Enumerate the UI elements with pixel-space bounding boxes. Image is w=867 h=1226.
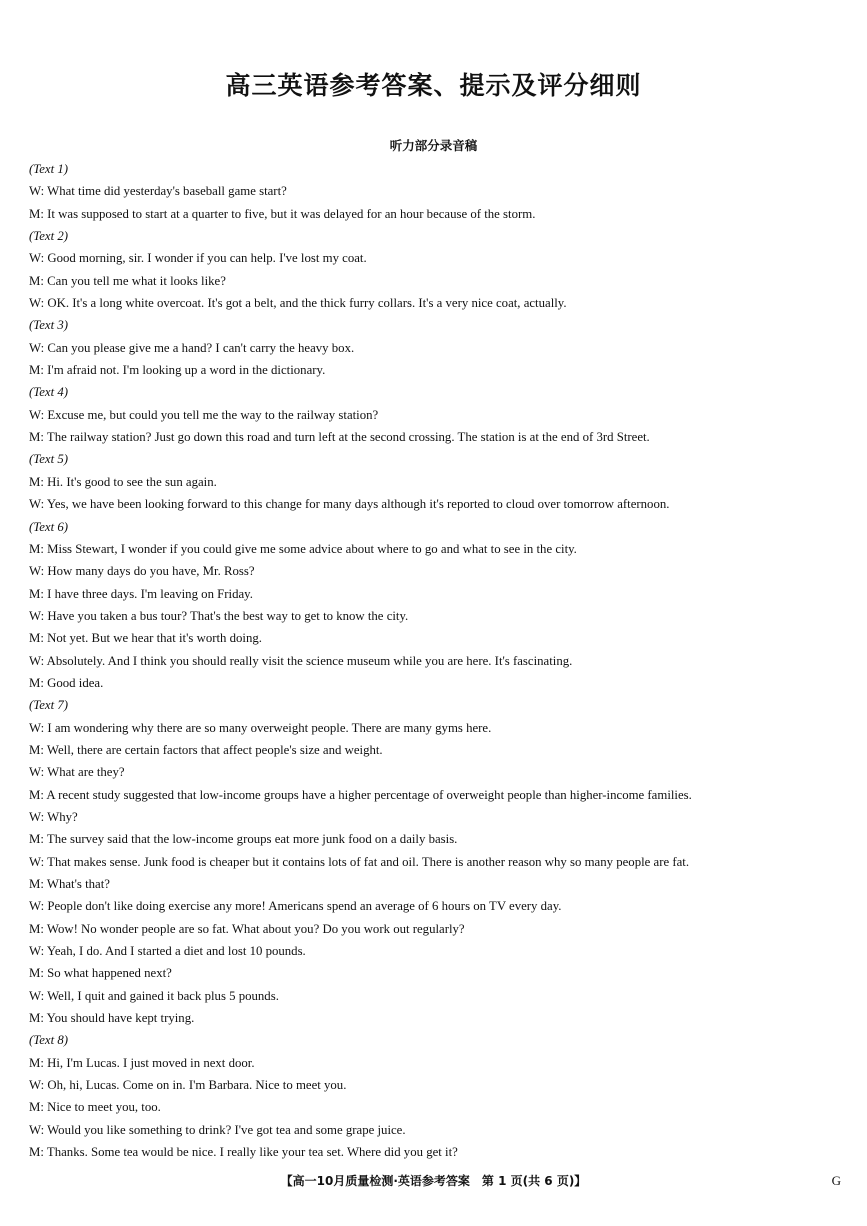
text-section-label — [29, 314, 861, 336]
dialogue-text: M: Hi. It's good to see the sun again. — [29, 474, 217, 489]
dialogue-line — [29, 270, 861, 292]
dialogue-text: M: It was supposed to start at a quarter to five, but it was delayed for an hour because of the storm. — [29, 206, 536, 221]
dialogue-line — [29, 180, 861, 202]
dialogue-line — [29, 426, 861, 448]
dialogue-text: W: Good morning, sir. I wonder if you can help. I've lost my coat. — [29, 251, 367, 266]
text-section-label — [29, 225, 861, 247]
dialogue-text: W: Why? — [29, 809, 78, 824]
dialogue-line — [29, 605, 861, 627]
dialogue-text: W: Have you taken a bus tour? That's the best way to get to know the city. — [29, 608, 409, 623]
dialogue-text: W: That makes sense. Junk food is cheaper but it contains lots of fat and oil. There is another reason why so many people are fat. — [29, 854, 690, 869]
dialogue-line — [29, 247, 861, 269]
dialogue-text: M: A recent study suggested that low-income groups have a higher percentage of overweight people than higher-income families. — [29, 787, 692, 802]
text-section-label — [29, 381, 861, 403]
dialogue-text: W: Would you like something to drink? I've got tea and some grape juice. — [29, 1122, 406, 1137]
section-heading: 听力部分录音稿 — [389, 138, 478, 153]
dialogue-text: M: Nice to meet you, too. — [29, 1100, 161, 1115]
dialogue-line — [29, 471, 861, 493]
dialogue-line — [29, 650, 861, 672]
text-section-label — [29, 448, 861, 470]
dialogue-line — [29, 583, 861, 605]
text-label-content: (Text 2) — [29, 229, 68, 244]
dialogue-text: W: People don't like doing exercise any more! Americans spend an average of 6 hours on TV every day. — [29, 899, 562, 914]
dialogue-line — [29, 1119, 861, 1141]
dialogue-text: M: Good idea. — [29, 675, 104, 690]
text-section-label — [29, 516, 861, 538]
dialogue-text: M: Hi, I'm Lucas. I just moved in next door. — [29, 1055, 255, 1070]
dialogue-text: W: Yeah, I do. And I started a diet and lost 10 pounds. — [29, 944, 306, 959]
dialogue-line — [29, 493, 861, 515]
dialogue-text: M: You should have kept trying. — [29, 1011, 195, 1026]
dialogue-text: M: So what happened next? — [29, 966, 172, 981]
dialogue-line — [29, 1141, 861, 1163]
dialogue-line — [29, 918, 861, 940]
dialogue-text: M: Can you tell me what it looks like? — [29, 273, 226, 288]
text-label-content: (Text 1) — [29, 162, 68, 176]
text-label-content: (Text 8) — [29, 1033, 68, 1048]
text-section-label — [29, 694, 861, 716]
dialogue-text: M: What's that? — [29, 877, 110, 891]
dialogue-line — [29, 940, 861, 962]
text-label-content: (Text 7) — [29, 698, 68, 713]
dialogue-line — [29, 739, 861, 761]
dialogue-line — [29, 292, 861, 314]
dialogue-line — [29, 873, 861, 895]
dialogue-text: W: OK. It's a long white overcoat. It's got a belt, and the thick furry collars. It's a very nice coat, actually. — [29, 296, 567, 311]
dialogue-text: W: Well, I quit and gained it back plus 5 pounds. — [29, 988, 279, 1003]
dialogue-line — [29, 761, 861, 783]
dialogue-line — [29, 784, 861, 806]
dialogue-text: W: Can you please give me a hand? I can't carry the heavy box. — [29, 340, 355, 355]
text-label-content: (Text 4) — [29, 385, 68, 400]
dialogue-text: W: I am wondering why there are so many overweight people. There are many gyms here. — [29, 720, 492, 735]
dialogue-line — [29, 851, 861, 873]
dialogue-text: M: I'm afraid not. I'm looking up a word in the dictionary. — [29, 363, 326, 378]
dialogue-text: M: I have three days. I'm leaving on Friday. — [29, 586, 253, 601]
text-label-content: (Text 6) — [29, 519, 68, 534]
dialogue-text: M: Not yet. But we hear that it's worth doing. — [29, 631, 262, 646]
dialogue-text: M: The survey said that the low-income groups eat more junk food on a daily basis. — [29, 832, 458, 847]
dialogue-line — [29, 672, 861, 694]
dialogue-line — [29, 538, 861, 560]
dialogue-text: W: Yes, we have been looking forward to this change for many days although it's reported to cloud over tomorrow afternoon. — [29, 497, 670, 512]
dialogue-text: M: Miss Stewart, I wonder if you could give me some advice about where to go and what to see in the city. — [29, 541, 577, 556]
dialogue-line — [29, 560, 861, 582]
text-section-label — [29, 1029, 861, 1051]
dialogue-line — [29, 1096, 861, 1118]
dialogue-text: W: How many days do you have, Mr. Ross? — [29, 564, 255, 579]
dialogue-line — [29, 359, 861, 381]
dialogue-line — [29, 1007, 861, 1029]
text-section-label — [29, 158, 861, 180]
dialogue-line — [29, 404, 861, 426]
dialogue-line — [29, 1074, 861, 1096]
dialogue-line — [29, 895, 861, 917]
dialogue-line — [29, 337, 861, 359]
dialogue-line — [29, 828, 861, 850]
dialogue-text: W: Absolutely. And I think you should really visit the science museum while you are here. It's fascinating. — [29, 653, 573, 668]
text-label-content: (Text 5) — [29, 452, 68, 467]
dialogue-text: M: Well, there are certain factors that affect people's size and weight. — [29, 742, 383, 757]
dialogue-line — [29, 962, 861, 984]
dialogue-text: W: What are they? — [29, 765, 125, 780]
dialogue-line — [29, 627, 861, 649]
version-mark: G — [831, 1173, 841, 1188]
dialogue-text: M: The railway station? Just go down this road and turn left at the second crossing. The station is at the end of 3rd Street. — [29, 430, 650, 445]
document-title: 高三英语参考答案、提示及评分细则 — [225, 71, 642, 100]
page-footer: 【高一10月质量检测·英语参考答案 第 1 页(共 6 页)】 — [280, 1174, 587, 1188]
dialogue-text: W: What time did yesterday's baseball game start? — [29, 184, 287, 199]
dialogue-text: M: Wow! No wonder people are so fat. What about you? Do you work out regularly? — [29, 921, 465, 936]
dialogue-text: W: Oh, hi, Lucas. Come on in. I'm Barbara. Nice to meet you. — [29, 1078, 347, 1093]
dialogue-text: W: Excuse me, but could you tell me the way to the railway station? — [29, 407, 379, 422]
dialogue-line — [29, 717, 861, 739]
transcript-list — [29, 158, 861, 1163]
dialogue-line — [29, 203, 861, 225]
dialogue-line — [29, 1052, 861, 1074]
dialogue-line — [29, 806, 861, 828]
text-label-content: (Text 3) — [29, 318, 68, 333]
dialogue-text: M: Thanks. Some tea would be nice. I really like your tea set. Where did you get it? — [29, 1145, 458, 1160]
dialogue-line — [29, 985, 861, 1007]
